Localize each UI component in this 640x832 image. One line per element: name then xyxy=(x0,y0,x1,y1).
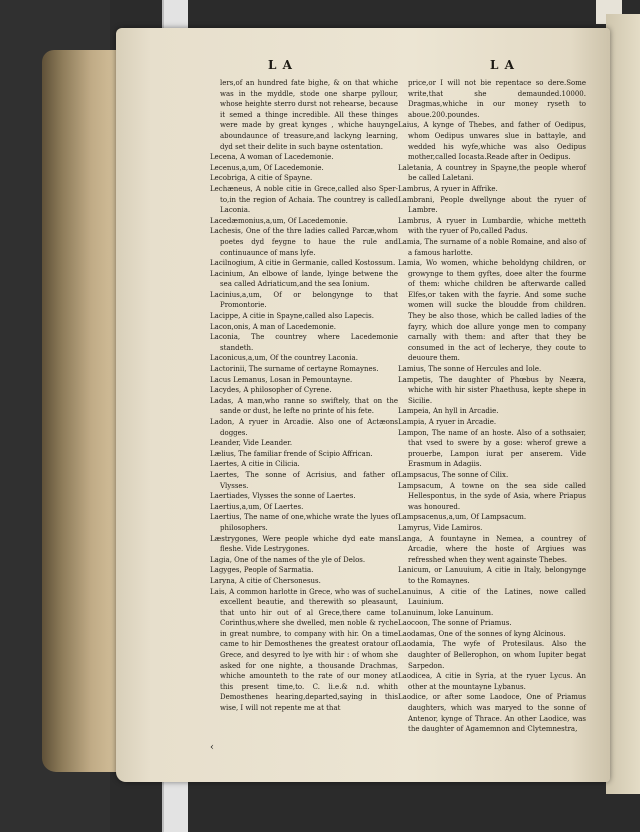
left-column xyxy=(210,78,398,714)
dictionary-entry: Læstrygones, Were people whiche dyd eate mans fleshe. Vide Lestrygones. xyxy=(210,534,398,554)
dictionary-entry: Laodice, or after some Laodoce, One of Priamus daughters, which was maryed to the sonne of Antenor, kynge of Thrace. An other Laodice, was the daughter of Agamemnon and Clytemnestra, xyxy=(398,693,586,734)
dictionary-entry: Lacedæmonius,a,um, Of Lacedemonie. xyxy=(210,216,348,225)
dictionary-entry: Langa, A fountayne in Nemea, a countrey of Arcadie, where the hoste of Argiues was refresshed when they went againste Thebes. xyxy=(398,534,586,564)
dictionary-entry: Laius, A kynge of Thebes, and father of Oedipus, whom Oedipus unwares slue in battayle, and wedded his wyfe,whiche was also Oedipus mother,called Iocasta.Reade after in Oedipus. xyxy=(398,121,586,162)
dictionary-entry: Lecena, A woman of Lacedemonie. xyxy=(210,153,334,162)
dictionary-entry: Laocoon, The sonne of Priamus. xyxy=(398,619,512,628)
scale-ruler-bottom xyxy=(162,782,188,832)
dictionary-entry: Lampia, A ryuer in Arcadie. xyxy=(398,418,497,426)
dictionary-entry: Lacinius,a,um, Of or belongynge to that Promontorie. xyxy=(210,290,398,310)
dictionary-entry: Lampsacus, The sonne of Cilix. xyxy=(398,470,509,479)
book-page-edges xyxy=(42,50,124,772)
dictionary-entry: Laryna, A citie of Chersonesus. xyxy=(210,576,321,585)
dictionary-entry: Laertes, The sonne of Acrisius, and father of Vlysses. xyxy=(210,470,398,490)
dictionary-entry: Lagia, One of the names of the yle of Delos. xyxy=(210,555,366,564)
dictionary-entry: Lais, A common harlotte in Grece, who was of suche excellent beautie, and therewith so pleasaunt, that unto hir out of al Grece,there came to Corinthus,where she dwelled, men noble & ryche in great numbre, to company with hir. On a time came to hir Demosthenes the greatest oratour of Grece, and desyred to lye with hir : of whom she asked for one nighte, a thousande Drachmas, whiche amounteth to the rate of our money at this present time,to. C. li.e.& n.d. whith Demosthenes hearing,departed,saying in this wise, I will not repente me at that xyxy=(210,587,398,713)
dictionary-entry: Lamia, Wo women, whiche beholdyng children, or growynge to them gyftes, doee alter the fourme of them: whiche children be afterwarde called Elfes,or taken with the fayrie. And some suche women will sucke the bloudde from children. They be also those, which be called ladies of the fayry, which doe allure yonge men to company carnally with them: and after that they be consumed in the act of lecherye, they coute to deuoure them. xyxy=(398,259,586,363)
dictionary-entry: Lanicum, or Lanuuium, A citie in Italy, belongynge to the Romaynes. xyxy=(398,566,586,585)
dictionary-entry: Lampeia, An hyll in Arcadie. xyxy=(398,407,499,416)
dictionary-entry: Laertiades, Vlysses the sonne of Laertes. xyxy=(210,492,356,501)
dictionary-entry: Laertius,a,um, Of Laertes. xyxy=(210,502,304,511)
dictionary-entry: Laconicus,a,um, Of the countrey Laconia. xyxy=(210,354,358,363)
dictionary-entry: Lacilnogium, A citie in Germanie, called Kostossum. xyxy=(210,259,396,268)
dictionary-entry: Lanuinus, A citie of the Latines, nowe called Lauinium. xyxy=(398,587,586,607)
dictionary-entry: Lagyges, People of Sarmatia. xyxy=(210,566,314,575)
dictionary-entry: Lambrus, A ryuer in Affrike. xyxy=(398,184,498,193)
dictionary-entry: Lambrus, A ryuer in Lumbardie, whiche metteth with the ryuer of Po,called Padus. xyxy=(398,216,586,236)
dictionary-entry: Lampon, The name of an hoste. Also of a sothsaier, that vsed to swere by a gose: wherof grewe a prouerbe, Lampon iurat per anserem. Vide Erasmum in Adagiis. xyxy=(398,428,586,469)
dictionary-entry: Laodamia, The wyfe of Protesilaus. Also the daughter of Bellerophon, on whom Iupiter begat Sarpedon. xyxy=(398,640,586,670)
dictionary-entry: Lacon,onis, A man of Lacedemonie. xyxy=(210,322,337,331)
dictionary-entry: Lacippe, A citie in Spayne,called also Lapecis. xyxy=(210,312,374,321)
dictionary-entry: Laodamas, One of the sonnes of kyng Alcinous. xyxy=(398,629,566,638)
dictionary-entry: Ladas, A man,who ranne so swiftely, that on the sande or dust, he lefte no printe of his fete. xyxy=(210,396,398,416)
dictionary-entry: Lampsacum, A towne on the sea side called Hellespontus, in the syde of Asia, where Priapus was honoured. xyxy=(398,481,586,511)
dictionary-entry: Lampetis, The daughter of Phœbus by Neæra, whiche with hir sister Phaethusa, kepte shepe in Sicilie. xyxy=(398,375,586,405)
dictionary-entry: Lacydes, A philosopher of Cyrene. xyxy=(210,386,332,395)
dictionary-entry: price,or I will not bie repentace so dere.Some write,that she demaunded.10000. Dragmas,whiche in our money ryseth to aboue.200.poundes. xyxy=(408,79,586,119)
dictionary-entry: Lanuinum, loke Lanuinum. xyxy=(398,608,494,617)
dictionary-entry: Lampsacenus,a,um, Of Lampsacum. xyxy=(398,513,527,522)
facing-page-edge xyxy=(606,14,640,794)
dictionary-entry: lers,of an hundred fate bighe, & on that whiche was in the myddle, stode one sharpe pyllour, whose heighte sterro durst not rehearse, because it semed a thinge incredible. All these thinges were made by great kynges , whiche hauynge aboundaunce of treasure,and lackyng learning, dyd set their delite in such bayne ostentation. xyxy=(220,79,398,151)
dictionary-entry: Ladon, A ryuer in Arcadie. Also one of Actæons dogges. xyxy=(210,418,398,437)
dictionary-entry: Lacinium, An elbowe of lande, lyinge betwene the sea called Adriaticum,and the sea Ionium. xyxy=(210,269,398,289)
dictionary-entry: Lælius, The familiar frende of Scipio Affrican. xyxy=(210,449,373,458)
right-column xyxy=(398,78,586,735)
running-header-left: L A xyxy=(268,58,293,72)
dictionary-entry: Lechæneus, A noble citie in Grece,called also Sper-to,in the region of Achaia. The countrey is called Laconia. xyxy=(210,184,398,215)
dictionary-entry: Laletania, A countrey in Spayne,the people wherof be called Laletani. xyxy=(398,163,586,183)
dictionary-entry: Laodicea, A citie in Syria, at the ryuer Lycus. An other at the mountayne Lybanus. xyxy=(398,672,586,691)
dictionary-entry: Lachesis, One of the thre ladies called Parcæ,whom poetes dyd feygne to haue the rule and continuaunce of mans lyfe. xyxy=(210,227,398,257)
dictionary-entry: Lamia, The surname of a noble Romaine, and also of a famous harlotte. xyxy=(398,237,586,257)
dictionary-entry: Laertius, The name of one,whiche wrate the lyues of philosophers. xyxy=(210,513,398,532)
dictionary-entry: Lecobriga, A citie of Spayne. xyxy=(210,174,313,183)
dictionary-entry: Lactorinii, The surname of certayne Romaynes. xyxy=(210,365,379,374)
dictionary-entry: Laconia, The countrey where Lacedemonie standeth. xyxy=(210,333,398,352)
marginal-mark: ‹ xyxy=(210,742,214,753)
running-header-right: L A xyxy=(490,58,515,72)
dictionary-entry: Lecenus,a,um, Of Lacedemonie. xyxy=(210,163,324,172)
dictionary-entry: Lambrani, People dwellynge about the ryuer of Lambre. xyxy=(398,195,586,215)
dictionary-entry: Laertes, A citie in Cilicia. xyxy=(210,460,300,469)
dictionary-entry: Leander, Vide Leander. xyxy=(210,439,293,448)
dictionary-entry: Lamius, The sonne of Hercules and Iole. xyxy=(398,365,542,374)
dictionary-entry: Lamyrus, Vide Lamiros. xyxy=(398,523,483,532)
dictionary-entry: Lacus Lemanus, Losan in Pemountayne. xyxy=(210,375,353,384)
